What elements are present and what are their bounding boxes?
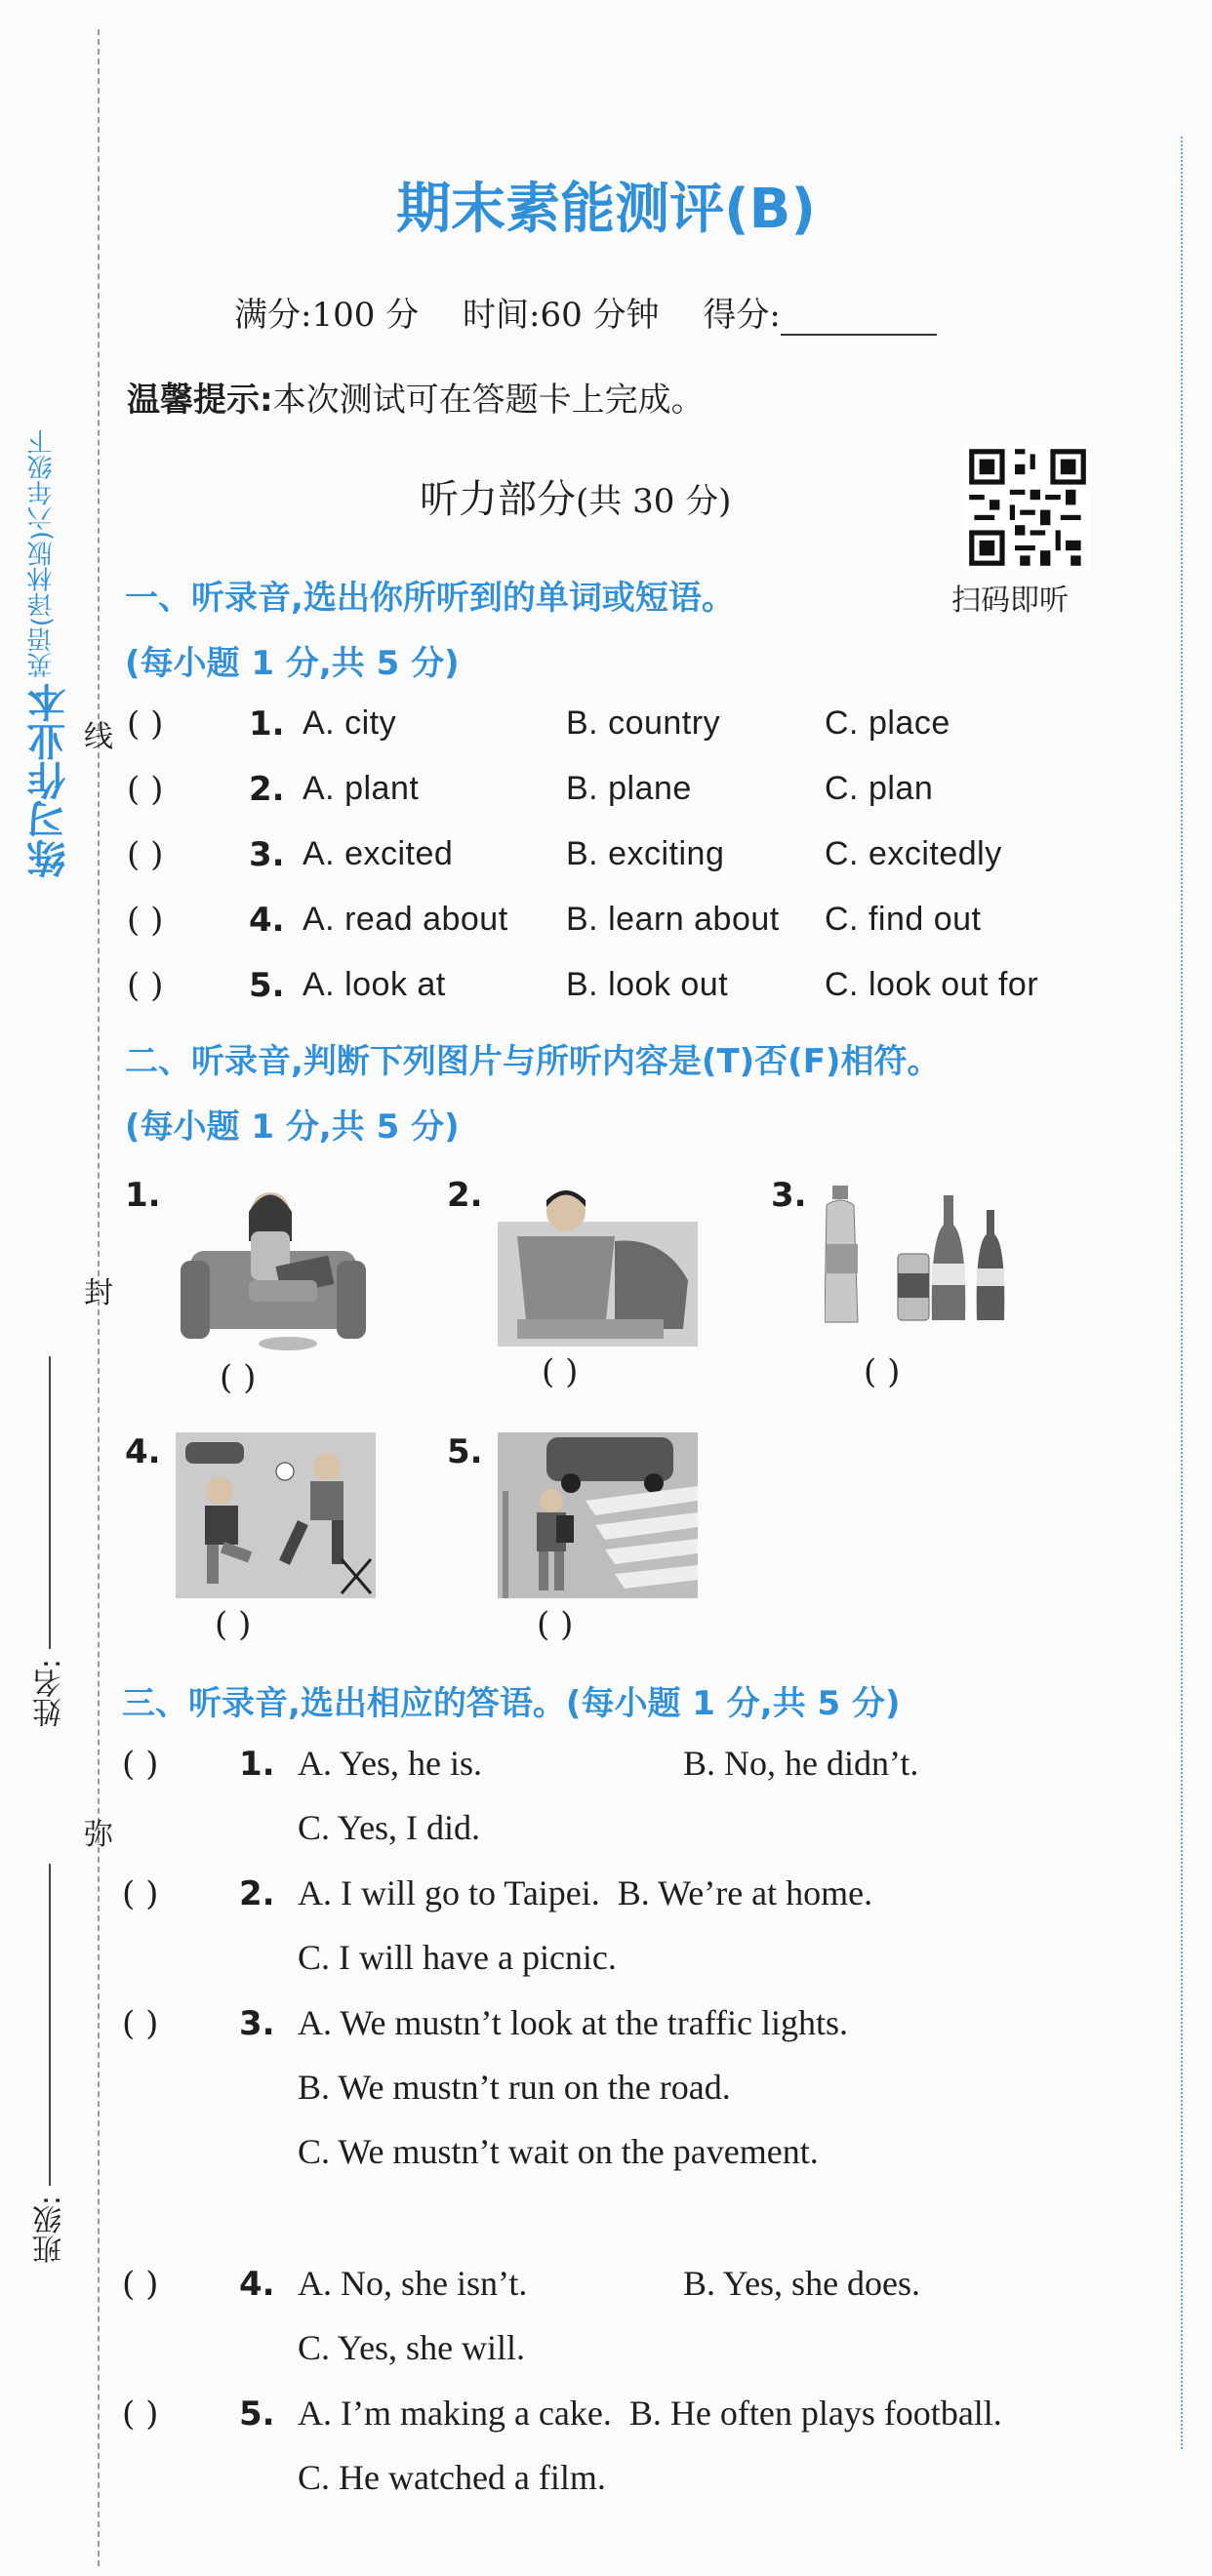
option-a: A. excited — [303, 835, 454, 872]
question-row — [127, 835, 1151, 890]
question-number: 5. — [249, 966, 285, 1005]
question-number: 3. — [239, 2004, 275, 2043]
woman-laptop-picture — [181, 1183, 366, 1353]
option-c: C. find out — [825, 901, 982, 938]
side-line-char: 线 — [84, 720, 113, 754]
question-number: 4. — [239, 2265, 275, 2304]
full-score: 满分:100 分 — [234, 296, 420, 335]
option-a: A. We mustn’t look at the traffic lights. — [298, 2003, 849, 2042]
question-row — [127, 704, 1151, 759]
question-row — [127, 966, 1151, 1021]
question-number: 1. — [249, 704, 285, 744]
football-picture — [176, 1432, 376, 1598]
name-label: 姓名: — [33, 1659, 67, 1728]
answer-paren[interactable]: ( ) — [127, 770, 164, 809]
option-c: C. He watched a film. — [298, 2458, 606, 2497]
question-number: 2. — [239, 1874, 275, 1913]
margin-dotted-line — [1181, 137, 1183, 2449]
boy-clothes-picture — [498, 1183, 698, 1347]
class-blank[interactable] — [49, 1864, 51, 2186]
option-b: B. look out — [566, 966, 729, 1003]
question-number: 1. — [239, 1745, 275, 1784]
question-number: 2. — [249, 770, 285, 809]
picture-number: 2. — [447, 1176, 483, 1215]
option-b: B. country — [566, 704, 721, 742]
option-c: C. I will have a picnic. — [298, 1938, 617, 1977]
section2-points: (每小题 1 分,共 5 分) — [125, 1107, 460, 1147]
time-limit: 时间:60 分钟 — [462, 296, 660, 335]
option-a: A. city — [303, 704, 397, 742]
option-a: A. No, she isn’t. — [298, 2264, 528, 2303]
answer-paren[interactable]: ( ) — [122, 2265, 159, 2304]
page-title: 期末素能测评(B) — [396, 178, 816, 241]
tip — [127, 373, 705, 421]
answer-paren[interactable]: ( ) — [864, 1352, 901, 1391]
picture-number: 1. — [125, 1176, 161, 1215]
side-mi-char: 弥 — [84, 1818, 113, 1852]
option-c: C. We mustn’t wait on the pavement. — [298, 2132, 819, 2171]
option-a: A. plant — [303, 770, 420, 807]
option-b: B. learn about — [566, 901, 780, 938]
name-blank[interactable] — [49, 1356, 51, 1649]
question-row — [127, 901, 1151, 955]
option-b: B. He often plays football. — [628, 2394, 1002, 2433]
answer-paren[interactable]: ( ) — [127, 901, 164, 940]
option-c: C. Yes, I did. — [298, 1808, 481, 1847]
listening-points: (共 30 分) — [576, 482, 732, 521]
answer-paren[interactable]: ( ) — [215, 1605, 252, 1644]
section1-points: (每小题 1 分,共 5 分) — [125, 644, 460, 683]
answer-paren[interactable]: ( ) — [537, 1605, 574, 1644]
qr-label: 扫码即听 — [951, 584, 1069, 618]
option-c: C. look out for — [825, 966, 1039, 1003]
tip-text: 本次测试可在答题卡上完成。 — [272, 381, 705, 420]
picture-number: 3. — [771, 1176, 807, 1215]
option-a: A. I’m making a cake. — [298, 2394, 612, 2433]
listening-heading — [420, 468, 731, 524]
street-crossing-picture — [498, 1432, 698, 1598]
option-c: C. plan — [825, 770, 934, 807]
tip-label: 温馨提示: — [127, 381, 273, 420]
score-label: 得分: — [703, 296, 781, 335]
answer-paren[interactable]: ( ) — [122, 2004, 159, 2043]
option-b: B. Yes, she does. — [683, 2264, 921, 2303]
picture-number: 5. — [447, 1432, 483, 1471]
answer-paren[interactable]: ( ) — [122, 2395, 159, 2434]
section3-title: 三、听录音,选出相应的答语。(每小题 1 分,共 5 分) — [122, 1684, 901, 1723]
section2-title: 二、听录音,判断下列图片与所听内容是(T)否(F)相符。 — [125, 1042, 941, 1081]
option-b: B. plane — [566, 770, 692, 807]
answer-paren[interactable]: ( ) — [127, 835, 164, 874]
option-c: C. excitedly — [825, 835, 1002, 872]
option-line — [298, 2393, 1002, 2434]
option-c: C. place — [825, 704, 950, 742]
question-number: 3. — [249, 835, 285, 874]
option-a: A. read about — [303, 901, 508, 938]
answer-paren[interactable]: ( ) — [220, 1358, 257, 1397]
option-b: B. exciting — [566, 835, 725, 872]
option-b: B. We mustn’t run on the road. — [298, 2068, 731, 2107]
section1-title: 一、听录音,选出你所听到的单词或短语。 — [125, 579, 735, 618]
option-a: A. look at — [303, 966, 446, 1003]
answer-paren[interactable]: ( ) — [127, 966, 164, 1005]
question-number: 4. — [249, 901, 285, 940]
class-label: 班级: — [33, 2195, 67, 2265]
side-seal-char: 封 — [84, 1276, 113, 1310]
option-a: A. Yes, he is. — [298, 1744, 483, 1783]
book-subject: 英语(译林版)六年级下 — [27, 429, 57, 678]
score-line — [234, 288, 970, 336]
option-b: B. We’re at home. — [617, 1873, 873, 1912]
answer-paren[interactable]: ( ) — [127, 704, 164, 744]
option-line — [298, 1872, 872, 1913]
listening-title: 听力部分 — [420, 477, 576, 522]
picture-number: 4. — [125, 1432, 161, 1471]
option-a: A. I will go to Taipei. — [298, 1873, 600, 1912]
answer-paren[interactable]: ( ) — [542, 1352, 579, 1391]
answer-paren[interactable]: ( ) — [122, 1745, 159, 1784]
score-blank[interactable] — [781, 304, 937, 336]
option-b: B. No, he didn’t. — [683, 1744, 919, 1783]
answer-paren[interactable]: ( ) — [122, 1874, 159, 1913]
question-row — [127, 770, 1151, 825]
option-c: C. Yes, she will. — [298, 2328, 526, 2367]
qr-code-icon[interactable] — [964, 444, 1091, 571]
drinks-picture — [825, 1186, 1020, 1332]
book-name: 练习作业本 — [27, 683, 72, 878]
question-number: 5. — [239, 2395, 275, 2434]
